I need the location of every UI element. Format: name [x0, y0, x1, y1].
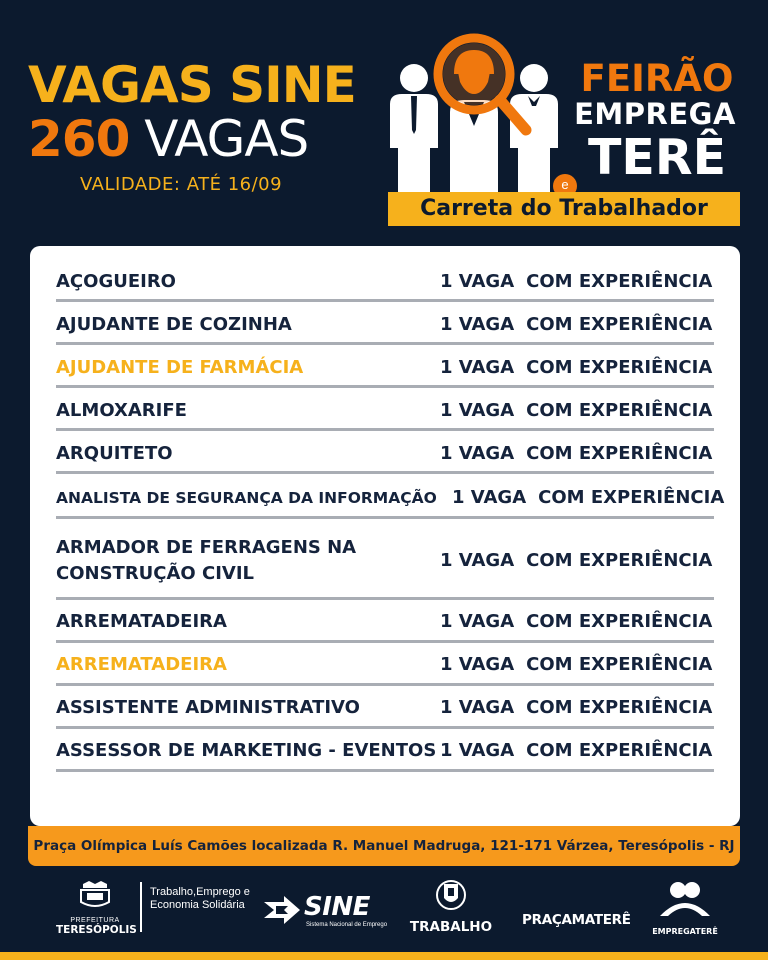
- footer-logos: [0, 870, 768, 952]
- table-row: [56, 732, 714, 772]
- vacancy-count: 260: [28, 110, 130, 168]
- job-role-highlighted: AJUDANTE DE FARMÁCIA: [56, 356, 304, 378]
- secretaria-label: Trabalho,Emprego e Economia Solidária: [150, 886, 250, 911]
- table-row: [56, 479, 725, 519]
- header: [0, 0, 768, 240]
- job-role: ARREMATADEIRA: [56, 610, 227, 632]
- title-vacancy-count: [28, 110, 309, 168]
- job-list-card: [30, 246, 740, 826]
- job-vacancies: 1 VAGA COM EXPERIÊNCIA: [440, 654, 713, 675]
- job-role: ALMOXARIFE: [56, 399, 187, 421]
- empregatere-logo: [650, 880, 720, 936]
- sine-arrow-icon: [262, 892, 302, 928]
- job-role: ANALISTA DE SEGURANÇA DA INFORMAÇÃO: [56, 488, 437, 507]
- trabalho-crest-icon: [434, 878, 468, 912]
- prefeitura-crest-icon: [75, 880, 115, 910]
- trabalho-label: TRABALHO: [409, 919, 493, 935]
- footer-divider: [140, 882, 142, 932]
- empregatere-people-icon: [658, 880, 712, 920]
- validity-date: VALIDADE: ATÉ 16/09: [80, 174, 283, 195]
- event-title-feirao: FEIRÃO: [580, 57, 734, 100]
- table-row: [56, 307, 714, 345]
- table-row: [56, 350, 714, 388]
- table-row: [56, 689, 714, 729]
- job-role: ASSISTENTE ADMINISTRATIVO: [56, 696, 360, 718]
- job-role: AÇOGUEIRO: [56, 270, 176, 292]
- sine-subtitle: Sistema Nacional de Emprego: [306, 922, 388, 928]
- prefeitura-label: PREFEITURA: [70, 917, 120, 924]
- table-row: [56, 436, 714, 474]
- event-title-emprega: EMPREGA: [574, 97, 736, 131]
- table-row: [56, 603, 714, 643]
- empregatere-label: EMPREGATERÊ: [652, 927, 718, 936]
- table-row: [56, 524, 714, 600]
- job-vacancies: 1 VAGA COM EXPERIÊNCIA: [440, 314, 713, 335]
- job-role-highlighted: ARREMATADEIRA: [56, 653, 227, 675]
- job-vacancies: 1 VAGA COM EXPERIÊNCIA: [440, 400, 713, 421]
- table-row: [56, 646, 714, 686]
- job-vacancies: 1 VAGA COM EXPERIÊNCIA: [440, 357, 713, 378]
- job-vacancies: 1 VAGA COM EXPERIÊNCIA: [440, 271, 713, 292]
- event-subtitle-banner: Carreta do Trabalhador: [388, 192, 740, 226]
- title-vagas-sine: VAGAS SINE: [28, 56, 356, 114]
- bottom-accent-bar: [0, 952, 768, 960]
- job-vacancies: 1 VAGA COM EXPERIÊNCIA: [440, 697, 713, 718]
- worker-group-icon: [384, 30, 574, 200]
- job-role: AJUDANTE DE COZINHA: [56, 313, 292, 335]
- event-address: Praça Olímpica Luís Camões localizada R. Manuel Madruga, 121-171 Várzea, Teresópolis - RJ: [28, 826, 740, 866]
- job-vacancies: 1 VAGA COM EXPERIÊNCIA: [440, 740, 713, 761]
- job-vacancies: 1 VAGA COM EXPERIÊNCIA: [440, 550, 713, 571]
- sine-name: SINE: [304, 892, 370, 922]
- job-vacancies: 1 VAGA COM EXPERIÊNCIA: [440, 611, 713, 632]
- event-title-tere: TERÊ: [587, 129, 727, 186]
- trabalho-logo: [406, 878, 496, 935]
- job-role: ARQUITETO: [56, 442, 173, 464]
- pracamatere-logo: PRAÇAMATERÊ: [522, 912, 631, 928]
- job-vacancies: 1 VAGA COM EXPERIÊNCIA: [452, 487, 725, 508]
- prefeitura-city: TERESÓPOLIS: [56, 924, 137, 936]
- event-connector-badge: e: [553, 174, 577, 198]
- job-role: ARMADOR DE FERRAGENS NA CONSTRUÇÃO CIVIL: [56, 536, 357, 584]
- table-row: [56, 393, 714, 431]
- table-row: [56, 264, 714, 302]
- vacancy-count-word: VAGAS: [144, 110, 309, 168]
- prefeitura-logo: [56, 880, 137, 936]
- job-role: ASSESSOR DE MARKETING - EVENTOS: [56, 739, 437, 761]
- job-vacancies: 1 VAGA COM EXPERIÊNCIA: [440, 443, 713, 464]
- sine-logo: [262, 892, 388, 936]
